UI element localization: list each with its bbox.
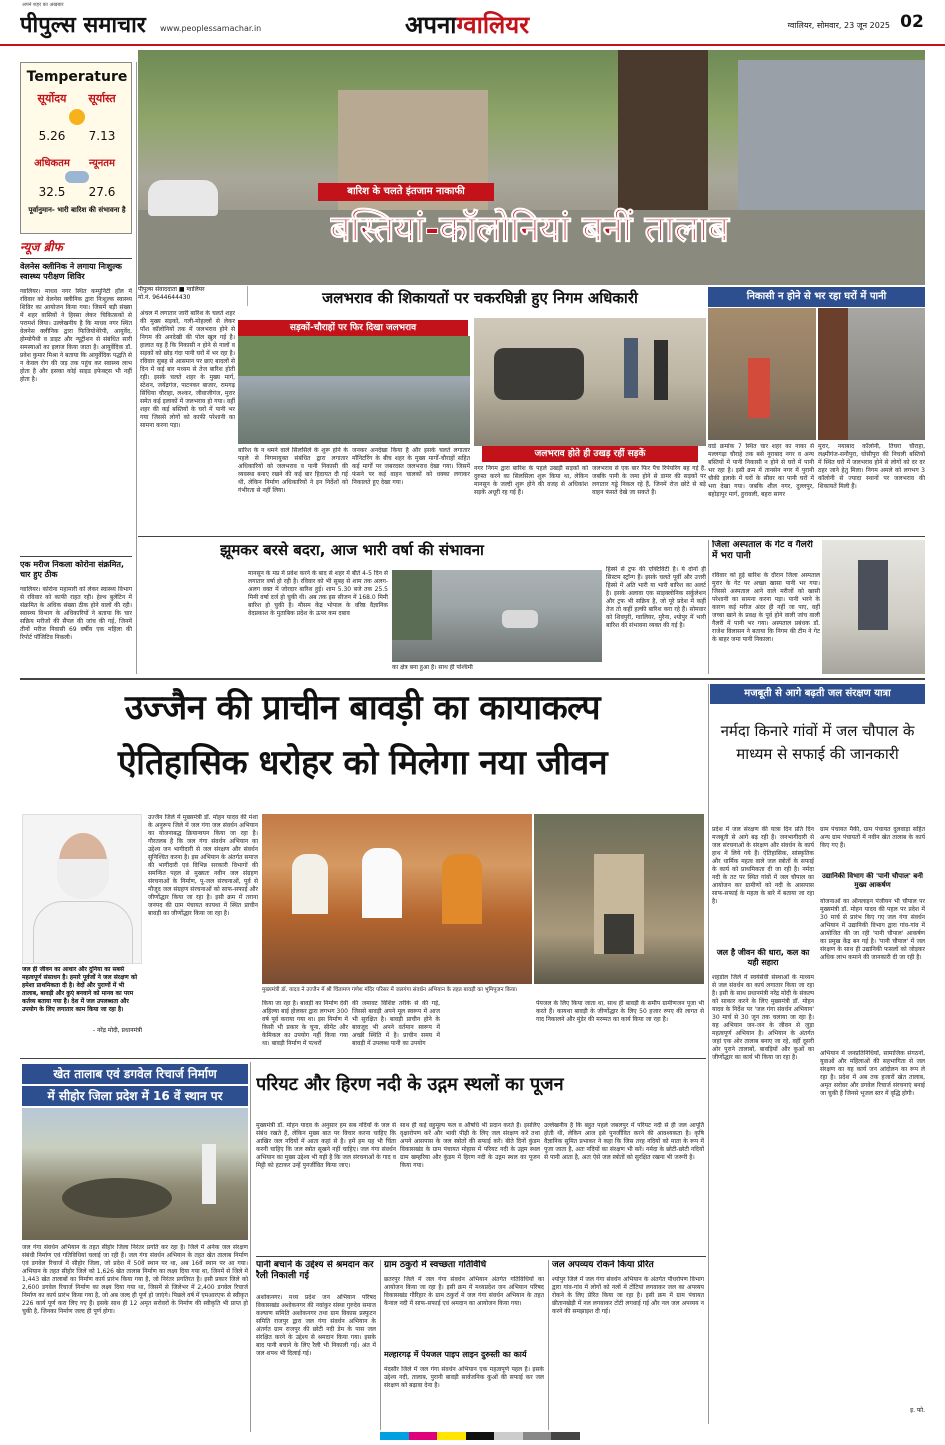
masthead xyxy=(0,0,945,46)
brief-body-1: ग्वालियर। माधव नगर स्थित कम्युनिटी हॉल में रविवार को वेलनेस क्लीनिक द्वारा निःशुल्क स्वास्थ्य शिविर का आयोजन किया गया। जिसमें बड़ी संख्या में शहर वासियों ने हिस्सा लेकर चिकित्सकों से परामर्श लिया। उल्लेखनीय है कि माधव नगर स्थित वेलनेस क्लीनिक द्वारा फिजियोथेरेपी, आयुर्वेद, होम्योपैथी व डाइट और न्यूट्रीशन से संबंधित सारी समस्याओं का इलाज किया जाता है। आयुर्वेदिक डॉ. प्रवेश कुमार मिश्रा ने बताया कि आयुर्वेदिक पद्धति से न केवल रोग की जड़ तक पहुंच कर स्वास्थ्य लाभ होता है और इसका कोई साइड इफेक्ट्स भी नहीं होता है। xyxy=(20,288,132,383)
gate-shape xyxy=(618,50,708,230)
pm-quote: जल ही जीवन का आधार और दुनिया का सबसे महत्वपूर्ण संसाधन है। हमारे पूर्वजों ने जल संरक्षण को हमेशा प्राथमिकता दी है। वेदों और पुराणों में भी तालाब, बावड़ी और कुएं बनवाने को मानव का परम कर्तव्य बताया गया है। देश में जल उपलब्धता और उपयोग के लिए लगातार काम किया जा रहा है। xyxy=(22,966,137,1013)
side-col-2: मुरार, नयाबाद कॉलोनी, तिघरा चौराहा, लक्ष्मीगंज-सनौपुरा, घोसीपुरा की निचली बस्तियों में स्थित घरों में जलभराव होने से लोगों को दर दर ठहर जाने हेतु मिला। निगम अमले को लगभग 3 कॉलोनी से ज्यादा स्थानों पर जलभराव की शिकायतें मिली हैं। xyxy=(818,443,925,490)
side-col-1: वार्ड क्रमांक 7 स्थित चार शहर का नाका से मल्लगढ़ा चौराहे तक बसे नूराबाद नगर व अन्य बस्तियों में पानी निकासी न होने से घरों में पानी भर रहा है। इसी क्रम में तानसेन नगर में पुरानी चौकी इलाके में घरों के सीवर का पानी घरों में भरा देखा गया। जबकि शील नगर, दुल्लपुर, बहोड़ापुर मार्ग, हुरावली, बहरा सागर xyxy=(708,443,814,498)
page-number: 02 xyxy=(900,12,924,32)
forecast-text: पूर्वानुमान- भारी बारिश की संभावना है xyxy=(28,206,126,214)
pm-quote-by: - नरेंद्र मोदी, प्रधानमंत्री xyxy=(92,1027,142,1034)
sunset-label: सूर्यास्त xyxy=(88,92,116,105)
sehore-body: जल गंगा संवर्धन अभियान के तहत सीहोर जिला निरंतर प्रगति कर रहा है। जिले में अनेक जल संरक्षण संबंधी निर्माण एवं गतिविधियां चलाई जा रही हैं। जल गंगा संवर्धन अभियान के तहत खेत तालाब निर्माण एवं डगवेल रिचार्ज में सीहोर जिला, जो प्रदेश में 50वें स्थान पर था, अब 16वें स्थान पर आ गया। अभियान के तहत सीहोर जिले को 1,626 खेत तालाब निर्माण का लक्ष्य दिया गया था, जिनमें से जिले में 1,443 खेत तालाबों का निर्माण कार्य प्रारंभ किया गया है, जो निरंतर प्रगतिरत है। इसी प्रकार जिले को 2,600 डगवेल रिचार्ज निर्माण का लक्ष्य दिया गया था, जिसमें से जिलेभर में 2,400 डगवेल रिचार्ज निर्माण का कार्य प्रारंभ किया गया है, जो अब जल्द ही पूर्ण हो जाएंगे। पिछले वर्ष में एमआरएफ से स्वीकृत 226 कार्य पूर्ण करा लिए गए हैं। इसके साथ ही 12 अमृत सरोवरों के निर्माण की स्वीकृति भी प्राप्त हो चुकी है, जिनका निर्माण जल्द ही पूर्ण होगा। xyxy=(22,1244,248,1315)
paper-logo: पीपुल्स समाचार xyxy=(20,13,146,38)
reporter-name: पीपुल्स संवाददाता xyxy=(138,286,177,293)
reporter-city: ग्वालियर xyxy=(186,286,205,293)
water-side-sub-1: उद्यानिकी विभाग की 'पानी चौपाल' बनी मुख्य आकर्षण xyxy=(822,872,923,889)
lead-col-5: जलभराव से एक बार फिर पैच रिपेयरिंग बह गई है, जबकि पानी के जमा होने से डामर की सड़कों पर लगातार गड्ढे निकल रहे हैं, जिनमें रोज छोटे से बड़े वाहन फंसते देखे जा सकते हैं। xyxy=(592,465,706,496)
bottom-4-body: श्योपुर जिले में जल गंगा संवर्धन अभियान के अंतर्गत पौधरोपण विभाग द्वारा गांव-गांव में लोगों को नलों में टोंटियां लगवाकर जल का अपव्यय रोकने के लिए प्रेरित किया जा रहा है। इसी क्रम में ग्राम पंचायत छीतानखेड़ी में नल लगवाकर टोंटी लगवाई गई और नल जल अपव्यय न करने की समझाइश दी गई। xyxy=(552,1276,704,1315)
ujjain-col-4-main: पेयजल के लिए किया जाता था, साथ ही बावड़ी के समीप ग्रामीणजन पूजा भी करते हैं। कायथा बावड़ी के जीर्णोद्धार के लिए 50 हजार रुपए की लागत से गाद निकालने और मुंडेर की मरम्मत का कार्य किया जा रहा है। xyxy=(536,1000,704,1023)
reporter-line: पीपुल्स संवाददाता ■ ग्वालियर मो.नं. 9644644430 xyxy=(138,286,248,306)
pariyat-col-1: मुख्यमंत्री डॉ. मोहन यादव के अनुसार हम सब नदियों के जल से संबंध रखते हैं, लेकिन मुख्य बात पर विचार करना चाहिए कि आखिर जल नदियों में आता कहां से है। हमें हम यह भी चिंता करनी चाहिए कि जल स्त्रोत सूखने नहीं चाहिए। जल गंगा संवर्धन अभियान का मुख्य उद्देश्य भी यही है कि जल संरचनाओं के गाद व मिट्टी को हटाकर उन्हें पुनर्जीवित किया जाए। xyxy=(256,1122,396,1169)
section-title-a: अपना xyxy=(405,11,457,39)
rain-col-1: मानसून के मप्र में प्रवेश करने के बाद से शहर में बीते 4-5 दिन से लगातार वर्षा हो रही है। रविवार को भी सुबह से शाम तक अलग-अलग वक्त में जोरदार बारिश हुई। शाम 5.30 बजे तक 25.5 मिमी वर्षा दर्ज हो चुकी थी। अब तक इस सीजन में 168.0 मिमी बारिश हो चुकी है। मौसम केंद्र भोपाल के वरिष्ठ वैज्ञानिक वेदप्रकाश के मुताबिक प्रदेश के ऊपर कम दबाव xyxy=(248,570,388,617)
website: www.peoplessamachar.in xyxy=(160,24,262,33)
lead-headline: बस्तियां-कॉलोनियां बनीं तालाब xyxy=(330,209,729,250)
photo1-tag: सड़कों-चौराहों पर फिर दिखा जलभराव xyxy=(238,320,468,336)
lead-kicker: बारिश के चलते इंतजाम नाकाफी xyxy=(318,183,494,201)
pariyat-col-2: साथ ही कई वहुमूल्य फल व औषधि भी प्रदान करते हैं। इसलिए वृक्षारोपण करें और भावी पीढ़ी के लिए जल संरक्षण करें तथा अपने आसपास के जल स्त्रोतों की सफाई करें। बीते दिनों कुंडम विकासखंड के ग्राम पंचायत मोहास में परियट नदी के उद्गम स्थल ग्राम खम्हरिया और कुंडम में हिरण नदी के उद्गम स्थल का पूजन किया गया। xyxy=(400,1122,540,1169)
lead-col-2: बारिश के न थमने वाले सिलसिले के शुरू होने के पहले से निगमायुक्त संबंधित द्वारा लगातार अधिकारियों को जलभराव व पानी निकासी की व्यवस्था बनाए रखने की कई बार हिदायत दी गई थी, लेकिन निर्माण अधिकारियों ने इन निर्देशों को गंभीरता से नहीं लिया। xyxy=(238,447,348,494)
water-side-col-4: शहडोल जिले में स्वयंसेवी संस्थाओं के माध्यम से जल संवर्धन का कार्य लगातार किया जा रहा है। इसी के साथ प्रधानमंत्री नरेंद्र मोदी के संकल्प को साकार करने के लिए मुख्यमंत्री डॉ. मोहन यादव के निर्देश पर 'जल गंगा संवर्धन अभियान' 30 मार्च से 30 जून तक चलाया जा रहा है। यह अभियान जन-जन के जीवन से जुड़ा महत्वपूर्ण अभियान है। अभियान के अंतर्गत जहां एक ओर तालाब बनाए जा रहे, वहीं दूसरी ओर पुराने तालाबों, बावड़ियों और कुओं का जीर्णोद्धार का कार्य भी किया जा रहा है। xyxy=(712,974,814,1061)
water-side-bar: मजबूती से आगे बढ़ती जल संरक्षण यात्रा xyxy=(710,684,925,704)
max-label: अधिकतम xyxy=(34,158,70,169)
ujjain-photo-caption: मुख्यमंत्री डॉ. यादव ने उज्जैन में श्री चिंतामण गणेश मंदिर परिसर में जलगंगा संवर्धन अभियान के तहत बावड़ी का भूमिपूजन किया। xyxy=(262,987,518,993)
color-strip xyxy=(380,1432,580,1440)
photo2-tag: जलभराव होते ही उखड़ रहीं सड़कें xyxy=(482,446,698,462)
water-side-col-1: प्रदेश में जल संरक्षण की यात्रा दिन प्रति दिन मजबूती से आगे बढ़ रही है। जनभागीदारी से जल संरचनाओं के संरक्षण और संवर्धन के कार्य हाथ में लिये गये हैं। ऐतिहासिक, सांस्कृतिक और धार्मिक महत्व वाले जल स्त्रोतों के सफाई के कार्य को प्राथमिकता दी जा रही है। नर्मदा नदी के तट पर स्थित गांवों में जल चौपाल का आयोजन कर ग्रामीणों को नदी के आसपास साफ-सफाई के महत्व के बारे में बताया जा रहा है। xyxy=(712,826,814,905)
sunrise-label: सूर्योदय xyxy=(37,92,67,105)
cm-ceremony-photo xyxy=(262,814,532,984)
lead-col-4: नगर निगम द्वारा बारिश के पहले उखड़ी सड़कों को दुरुस्त करने का सिलसिला शुरू किया था, लेकिन मानसून के जल्दी शुरू होने की वजह से अधिकांश सड़कें अधूरी रह गई हैं। xyxy=(474,465,588,496)
min-value: 27.6 xyxy=(88,185,116,199)
sehore-pond-photo xyxy=(22,1108,248,1240)
water-side-credit: इ. फो. xyxy=(910,1407,925,1414)
section-title xyxy=(405,8,605,42)
sehore-headline-2: में सीहोर जिला प्रदेश में 16 वें स्थान पर xyxy=(22,1086,248,1106)
water-side-col-2: ग्राम पंचायत मैकी, ग्राम पंचायत दुलवाड़ा सहित अन्य ग्राम पंचायतों में नवीन खेत तालाब के कार्य किए गए हैं। xyxy=(820,826,925,849)
rain-headline: झूमकर बरसे बदरा, आज भारी वर्षा की संभावना xyxy=(220,541,484,559)
car-shape xyxy=(148,180,218,216)
lead-text-column: अंचल में लगातार जारी बारिश के चलते शहर की मुख्य सड़कों, गली-मोहल्लों से लेकर पॉश कॉलोनियों तक में जलभराव होने से निगम की अनदेखी की पोल खुल गई है। हालात यह हैं कि निकासी न होने से नालों व सड़कों को छोड़ गंदा पानी घरों में भर रहा है। रविवार सुबह से आसमान पर छाए बादलों से दिन में कई बार मध्यम से तेज बारिश होती रही। इसके चलते शहर के मुख्य मार्ग, स्टेशन, जयेंद्रगंज, पाटनकर बाजार, रामगढ़ सिंधिया चौराहा, लश्कर, जीवाजीगंज, मुरार समेत कई इलाकों में जलभराव हो गया। वहीं शहर की कई बस्तियों के घरों में पानी भर गया जिससे लोगों को काफी परेशानी का सामना करना पड़ा। xyxy=(140,310,235,429)
hospital-headline: जिला अस्पताल के गेट व गैलरी में भरा पानी xyxy=(712,540,813,561)
lead-subhead: जलभराव की शिकायतों पर चकरघिन्नी हुए निगम अधिकारी xyxy=(322,289,638,307)
water-side-col-5: अभियान में जनप्रतिनिधियों, सामाजिक संगठनों, युवाओं और महिलाओं की सहभागिता से जल संरक्षण का यह कार्य जन आंदोलन का रूप ले रहा है। प्रदेश में अब तक हजारों खेत तालाब, अमृत सरोवर और डगवेल रिचार्ज संरचनाएं बनाई जा चुकी हैं जिनसे भूजल स्तर में वृद्धि होगी। xyxy=(820,1050,925,1097)
min-label: न्यूनतम xyxy=(89,158,115,169)
water-side-col-3: योजनाओं का ऑनलाइन पंजीयन भी चौपाल पर मुख्यमंत्री डॉ. मोहन यादव की पहल पर प्रदेश में 30 मार्च से प्रारंभ किए गए जल गंगा संवर्धन अभियान में उद्यानिकी विभाग द्वारा गांव-गांव में आयोजित की जा रही 'पानी चौपाल' आकर्षण का प्रमुख केंद्र बन गई है। 'पानी चौपाल' में जल संरक्षण के साथ ही उद्यानिकी फसलों को जोड़कर अधिक लाभ कमाने की जानकारी दी जा रही है। xyxy=(820,898,925,961)
bottom-4-title: जल अपव्यय रोकने किया प्रेरित xyxy=(552,1260,654,1270)
bottom-1-body: अशोकनगर। मध्य प्रदेश जन अभियान परिषद विकासखंड अशोकनगर की नवांकुर संस्था गुरुदेव समाज कल्याण समिति अशोकनगर तथा ग्राम विकास प्रस्फुटन समिति राजपुर द्वारा जल गंगा संवर्धन अभियान के अंतर्गत ग्राम राजपुर की छोटी नदी डेम के पास जल संरक्षित करने के उद्देश्य से श्रमदान किया गया। इसके बाद पानी बचाने के लिए रैली भी निकाली गई। अंत में जल शपथ भी दिलाई गई। xyxy=(256,1294,376,1357)
ujjain-headline-2: ऐतिहासिक धरोहर को मिलेगा नया जीवन xyxy=(117,743,608,783)
bottom-3-title: मल्हारगढ़ में पेयजल पाइप लाइन दुरुस्ती का कार्य xyxy=(384,1350,527,1359)
weather-box xyxy=(20,62,132,234)
brief-title-2: एक मरीज निकला कोरोना संक्रमित, चार हुए ठीक xyxy=(20,560,125,579)
brief-label: न्यूज ब्रीफ xyxy=(20,240,63,254)
ujjain-col-1: उज्जैन जिले में मुख्यमंत्री डॉ. मोहन यादव की मंशा के अनुरूप जिले में जल गंगा जल संवर्धन अभियान का योजनाबद्ध क्रियान्वयन किया जा रहा है। गौरतलब है कि जल गंगा संवर्धन अभियान का उद्देश्य जन भागीदारी से जल संरक्षण और संवर्धन सुनिश्चित करना है। इस अभियान के अंतर्गत समाज की भागीदारी एवं विभिन्न सरकारी विभागों की समन्वित पहल से मुख्यतः नवीन जल संग्रहण संरचनाओं के निर्माण, पू-जल संरचनाओं, पूर्व से मौजूद जल संग्रहण संरचनाओं को साफ-सफाई और जीर्णोद्धार किया जा रहा है। इसी क्रम में तराना जनपद की ग्राम पंचायत कायथा में स्थित प्राचीन बावड़ी का जीर्णोद्धार किया जा रहा है। xyxy=(148,814,258,917)
logo-tag: अपने शहर का अखबार xyxy=(22,2,64,8)
ujjain-col-2: किया जा रहा है। बावड़ी का निर्माण देवी अहिल्या बाई होलकर द्वारा लगभग 300 वर्ष पूर्व कराया गया था। इस निर्माण में किसी भी प्रकार के चूना, सीमेंट और केमिकल का उपयोग नहीं किया गया था। बावड़ी निर्माण में पत्थरों xyxy=(262,1000,348,1047)
sehore-headline-1: खेत तालाब एवं डगवेल रिचार्ज निर्माण xyxy=(22,1064,248,1084)
flooded-road-photo xyxy=(238,336,470,444)
weather-title: Temperature xyxy=(26,69,128,85)
rain-photo-caption: का क्षेत्र बना हुआ है। साथ ही पश्चिमी xyxy=(392,664,473,671)
pariyat-col-3: उल्लेखनीय है कि बहुत पहले जबलपुर में परियट नदी से ही जल आपूर्ति होती थी, लेकिन आज इसे पुनर्जीवित करने की आवश्यकता है। कृषि वैज्ञानिक सुमित प्रभाकर ने कहा कि जिस तरह नदियों को माता के रूप में पूजा जाता है, अतः नदियों का संरक्षण भी करें। नर्मदा के छोटी-छोटी नदियों से पानी आता है, अतः ऐसे जल स्त्रोतों को सुरक्षित रखना भी जरूरी है। xyxy=(544,1122,704,1161)
brief-body-2: ग्वालियर। कोरोना महामारी को लेकर स्वास्थ्य विभाग से रविवार को काफी राहत रही। हेल्थ बुलेटिन में संक्रमित के अधिक संख्या ठीक होने वालों की रही। स्वास्थ्य विभाग के अधिकारियों ने बताया कि चार सक्रिय मरीजों की सैंपल की जांच की गई, जिनमें तीनों मरीज निवासी 69 वर्षीय एक महिला की रिपोर्ट पॉजिटिव निकली। xyxy=(20,586,132,641)
water-side-sub-2: जल है जीवन की धारा, कल का यही सहारा xyxy=(716,948,810,967)
hospital-body: रविवार को हुई बारिश के दौरान जिला अस्पताल मुरार के गेट पर अच्छा खासा पानी भर गया। जिससे अस्पताल आने वाले मरीजों को खासी परेशानी का सामना करना पड़ा। पानी भरने के कारण कई मरीज अंदर ही नहीं जा पाए, वहीं जच्चा खाने के प्रवक्ष के पूर्व होने वाली जांच वाली गैलरी में पानी भर गया। अस्पताल प्रबंधक डॉ. राजेश विलासन ने बताया कि निगम की टीम ने गेट के बाहर जमा पानी निकाला। xyxy=(712,572,820,643)
brief-title-1: वेलनेस क्लीनिक ने लगाया निःशुल्क स्वास्थ्य परीक्षण शिविर xyxy=(20,262,122,281)
stepwell-photo xyxy=(534,814,704,984)
house-water-photo-1 xyxy=(708,308,816,440)
rain-col-2-main: हिस्से से ट्रफ की एक्टिविटी है। ये दोनों ही सिस्टम स्ट्रॉन्ग हैं। इसके चलते पूर्वी और उत्तरी हिस्से में अति भारी या भारी बारिश का अलर्ट है। इसके अलावा एक साइक्लोनिक सर्कुलेशन और ट्रफ भी सक्रिय है, जो पूरे प्रदेश में कहीं तेज तो कहीं हल्की बारिश करा रहे हैं। सोमवार को शिवपुरी, ग्वालियर, मुरैना, श्योपुर में भारी बारिश की संभावना व्यक्त की गई है। xyxy=(606,566,706,629)
dateline: ग्वालियर, सोमवार, 23 जून 2025 xyxy=(787,21,890,30)
bottom-1-title: पानी बचाने के उद्देश्य से श्रमदान कर रैली निकाली गई xyxy=(256,1260,374,1281)
sun-icon xyxy=(69,109,85,125)
ujjain-headline-1: उज्जैन की प्राचीन बावड़ी का कायाकल्प xyxy=(124,688,601,728)
pariyat-headline: परियट और हिरण नदी के उद्गम स्थलों का पूजन xyxy=(256,1074,564,1095)
max-value: 32.5 xyxy=(38,185,66,199)
side-bar: निकासी न होने से भर रहा घरों में पानी xyxy=(708,287,925,307)
lead-col-3: जनकर अनदेखा किया है और इसके चलते लगातार मॉनिटरिंग के बीच शहर के मुख्य मार्गों-चौराहों सहित कई मार्गों पर जबरदस्त जलभराव देखा गया। जिसमें फंसने पर कई वाहन चालकों को धक्का लगाकर निकालते हुए देखा गया। xyxy=(352,447,470,486)
ujjain-col-3: की जमावट विशिष्ट तरीके से की गई, जिससे बावड़ी अपने मूल स्वरूप में आज भी सुरक्षित है। बावड़ी प्राचीन होने के बावजूद भी अपने वर्तमान स्वरूप में अच्छी स्थिति में है। प्राचीन समय में बावड़ी में उपलब्ध पानी का उपयोग xyxy=(352,1000,440,1047)
sunset-value: 7.13 xyxy=(88,129,116,143)
pm-portrait xyxy=(22,814,142,964)
section-title-b: ग्वालियर xyxy=(456,11,530,39)
news-brief xyxy=(20,238,132,678)
water-side-headline: नर्मदा किनारे गांवों में जल चौपाल के माध्यम से सफाई की जानकारी xyxy=(720,722,915,763)
car-in-water-photo xyxy=(474,318,706,446)
sunrise-value: 5.26 xyxy=(38,129,66,143)
bottom-2-body: छतरपुर जिले में जल गंगा संवर्धन अभियान अंतर्गत गतिविधियों का आयोजन किया जा रहा है। इसी क्रम में मध्यप्रदेश जन अभियान परिषद विकासखंड गौरिहार के ग्राम ठकुर्रा में जल गंगा संवर्धन अभियान के तहत कैनाल नदी में साफ-सफाई एवं श्रमदान का आयोजन किया गया। xyxy=(384,1276,544,1307)
bottom-3-body: मंदसौर जिले में जल गंगा संवर्धन अभियान एक महत्वपूर्ण पहल है। इसके उद्देश्य नदी, तालाब, पुरानी बावड़ी सार्वजनिक कुओं की सफाई कर जल संरक्षण को बढ़ावा देना है। xyxy=(384,1366,544,1389)
house-water-photo-2 xyxy=(818,308,925,440)
reporter-mobile: मो.नं. 9644644430 xyxy=(138,294,191,301)
cloud-icon xyxy=(65,171,89,183)
rain-photo xyxy=(392,570,602,662)
bottom-2-title: ग्राम ठकुर्रा में स्वच्छता गतिविधि xyxy=(384,1260,487,1270)
hospital-photo xyxy=(822,540,925,674)
